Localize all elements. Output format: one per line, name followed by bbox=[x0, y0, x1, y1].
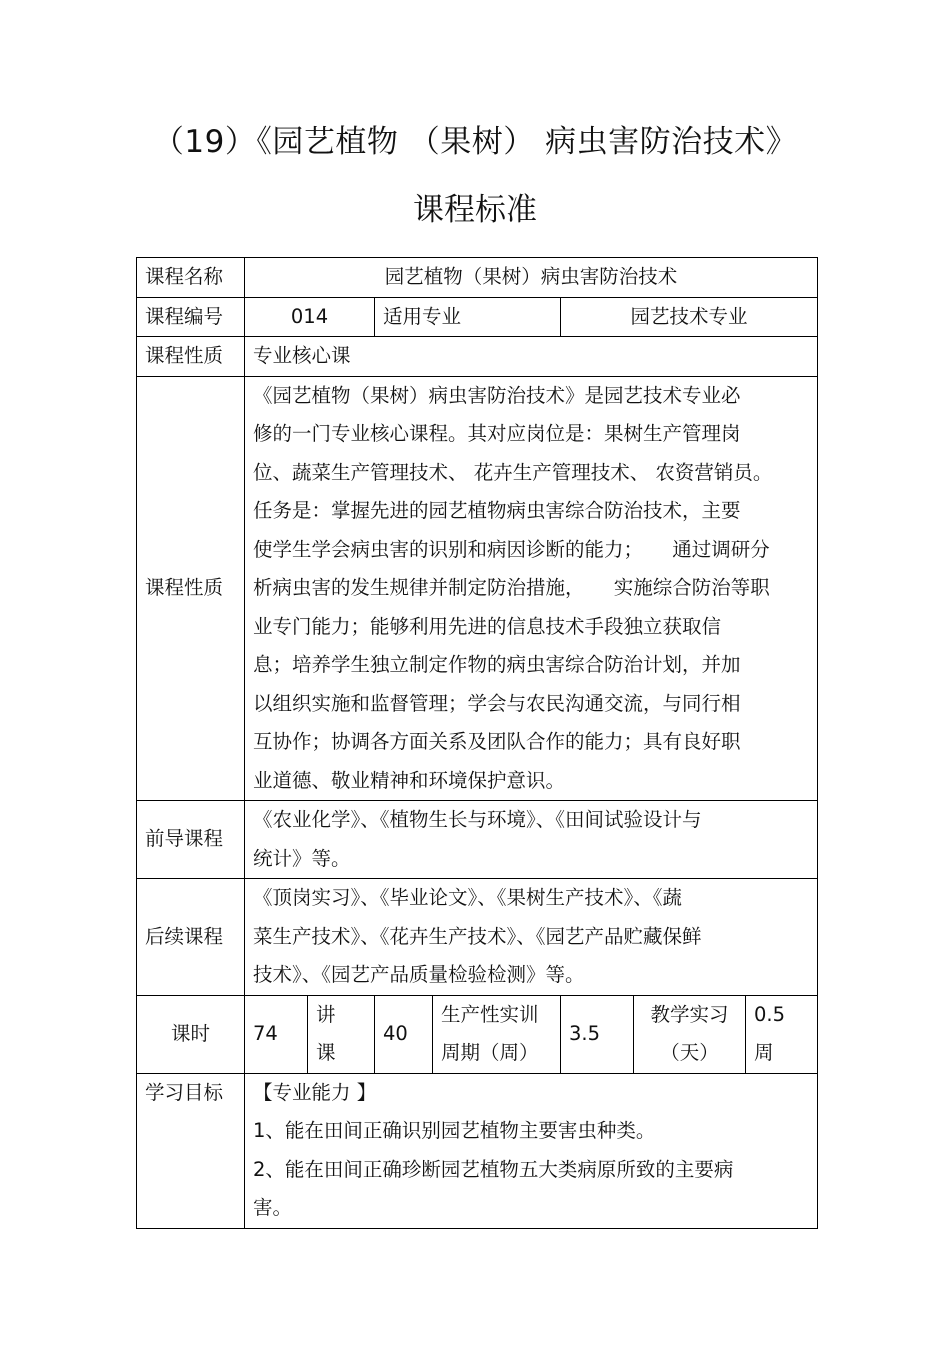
description-line: 任务是：掌握先进的园艺植物病虫害综合防治技术，主要 bbox=[253, 499, 741, 522]
description-line: 修的一门专业核心课程。其对应岗位是：果树生产管理岗 bbox=[253, 422, 741, 445]
prerequisite-line: 统计》等。 bbox=[253, 846, 351, 870]
teaching-value-line: 周 bbox=[754, 1041, 774, 1064]
course-code-label: 课程编号 bbox=[137, 297, 245, 337]
teaching-label bbox=[634, 995, 746, 1073]
followup-line: 《顶岗实习》、《毕业论文》、《果树生产技术》、《蔬 bbox=[253, 886, 683, 909]
course-name-value: 园艺植物（果树）病虫害防治技术 bbox=[245, 258, 818, 298]
lecture-label bbox=[308, 995, 375, 1073]
description-line: 业道德、敬业精神和环境保护意识。 bbox=[253, 768, 566, 792]
prerequisite-line: 《农业化学》、《植物生长与环境》、《田间试验设计与 bbox=[253, 808, 702, 831]
course-name-label: 课程名称 bbox=[137, 258, 245, 298]
practice-label-line: 生产性实训 bbox=[441, 1002, 539, 1026]
practice-value: 3.5 bbox=[561, 995, 634, 1073]
course-standard-table bbox=[136, 257, 818, 1229]
goals-line: 2、能在田间正确珍断园艺植物五大类病原所致的主要病 bbox=[253, 1157, 734, 1181]
course-nature-value: 专业核心课 bbox=[245, 337, 818, 377]
teaching-label-line: 教学实习 bbox=[650, 1002, 729, 1026]
row-prerequisite-courses bbox=[137, 801, 818, 879]
prerequisite-label: 前导课程 bbox=[137, 801, 245, 879]
course-description-label: 课程性质 bbox=[137, 376, 245, 801]
hours-value: 74 bbox=[245, 995, 308, 1073]
description-line: 使学生学会病虫害的识别和病因诊断的能力； 通过调研分 bbox=[253, 537, 770, 561]
major-label: 适用专业 bbox=[375, 297, 561, 337]
followup-label: 后续课程 bbox=[137, 879, 245, 996]
description-line: 析病虫害的发生规律并制定防治措施， 实施综合防治等职 bbox=[253, 576, 770, 599]
practice-label-line: 周期（周） bbox=[441, 1041, 539, 1064]
practice-label bbox=[433, 995, 561, 1073]
hours-label: 课时 bbox=[137, 995, 245, 1073]
course-description-text bbox=[245, 376, 818, 801]
goals-line: 【专业能力 】 bbox=[253, 1080, 377, 1104]
followup-line: 菜生产技术》、《花卉生产技术》、《园艺产品贮藏保鲜 bbox=[253, 924, 702, 948]
goals-line: 害。 bbox=[253, 1196, 293, 1219]
description-line: 位、蔬菜生产管理技术、 花卉生产管理技术、 农资营销员。 bbox=[253, 460, 773, 484]
goals-line: 1、能在田间正确识别园艺植物主要害虫种类。 bbox=[253, 1119, 656, 1142]
row-course-description bbox=[137, 376, 818, 801]
row-hours bbox=[137, 995, 818, 1073]
lecture-value: 40 bbox=[375, 995, 433, 1073]
course-code-value: 014 bbox=[245, 297, 375, 337]
row-course-name bbox=[137, 258, 818, 298]
row-course-code bbox=[137, 297, 818, 337]
lecture-label-line: 课 bbox=[316, 1041, 336, 1064]
teaching-value-line: 0.5 bbox=[754, 1002, 786, 1026]
row-learning-goals bbox=[137, 1073, 818, 1228]
goals-label: 学习目标 bbox=[137, 1073, 245, 1228]
row-course-nature bbox=[137, 337, 818, 377]
major-value: 园艺技术专业 bbox=[561, 297, 818, 337]
followup-text bbox=[245, 879, 818, 996]
description-line: 以组织实施和监督管理；学会与农民沟通交流，与同行相 bbox=[253, 691, 741, 715]
description-line: 互协作；协调各方面关系及团队合作的能力；具有良好职 bbox=[253, 730, 741, 753]
lecture-label-line: 讲 bbox=[316, 1002, 336, 1026]
followup-line: 技术》、《园艺产品质量检验检测》等。 bbox=[253, 963, 585, 986]
teaching-value bbox=[746, 995, 818, 1073]
description-line: 息；培养学生独立制定作物的病虫害综合防治计划，并加 bbox=[253, 653, 741, 676]
document-title: （19）《园艺植物 （果树） 病虫害防治技术》 bbox=[152, 124, 798, 160]
description-line: 《园艺植物（果树）病虫害防治技术》是园艺技术专业必 bbox=[253, 383, 741, 407]
description-line: 业专门能力；能够利用先进的信息技术手段独立获取信 bbox=[253, 614, 722, 638]
prerequisite-text bbox=[245, 801, 818, 879]
row-followup-courses bbox=[137, 879, 818, 996]
document-subtitle: 课程标准 bbox=[413, 192, 537, 228]
teaching-label-line: （天） bbox=[660, 1041, 719, 1064]
course-nature-label: 课程性质 bbox=[137, 337, 245, 377]
goals-text bbox=[245, 1073, 818, 1228]
